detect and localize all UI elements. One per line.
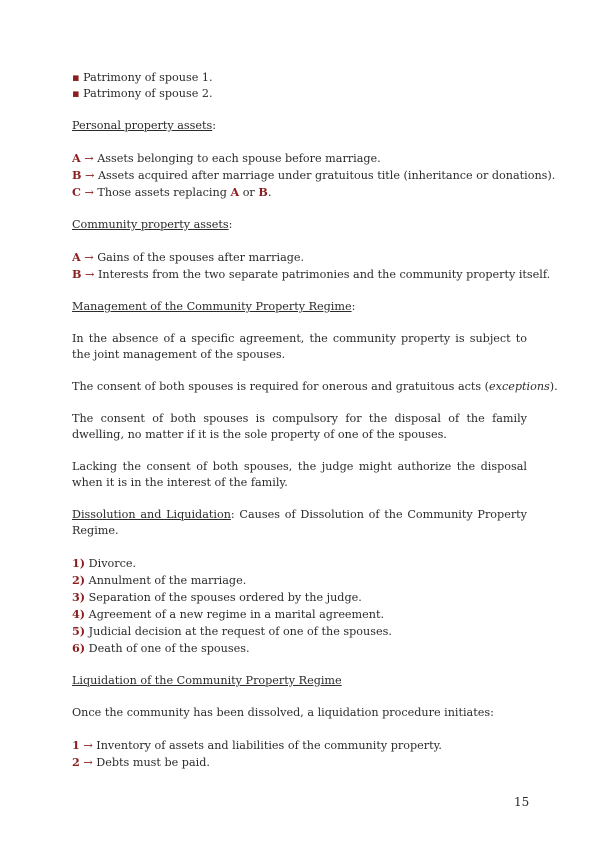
arrow-icon: → — [83, 756, 93, 769]
section-heading-management: Management of the Community Property Regime: — [72, 300, 356, 313]
list-item: B → Interests from the two separate patrimonies and the community property itself. — [72, 267, 551, 281]
paragraph: Once the community has been dissolved, a liquidation procedure initiates: — [72, 706, 494, 719]
document-body — [72, 70, 558, 771]
section-heading-personal: Personal property assets: — [72, 119, 217, 132]
list-item: 5) Judicial decision at the request of one of the spouses. — [72, 624, 392, 638]
section-heading-liquidation: Liquidation of the Community Property Regime — [72, 674, 342, 687]
section-heading-community: Community property assets: — [72, 218, 233, 231]
list-item: 4) Agreement of a new regime in a marital agreement. — [72, 607, 385, 621]
list-item: 3) Separation of the spouses ordered by the judge. — [72, 590, 362, 604]
list-item: 2) Annulment of the marriage. — [72, 573, 247, 587]
arrow-icon: → — [85, 268, 95, 281]
arrow-icon: → — [84, 186, 94, 199]
list-item: 1 → Inventory of assets and liabilities of the community property. — [72, 738, 442, 752]
bullet-item: ▪ Patrimony of spouse 1. — [72, 71, 213, 84]
list-item: C → Those assets replacing A or B. — [72, 185, 272, 199]
arrow-icon: → — [85, 169, 95, 182]
list-item: A → Assets belonging to each spouse before marriage. — [72, 151, 381, 165]
list-item: B → Assets acquired after marriage under gratuitous title (inheritance or donations). — [72, 168, 556, 182]
paragraph: Lacking the consent of both spouses, the judge might authorize the disposal when it is in the interest of the family. — [72, 460, 527, 489]
arrow-icon: → — [84, 152, 94, 165]
page-number: 15 — [514, 795, 530, 809]
bullet-item: ▪ Patrimony of spouse 2. — [72, 87, 213, 100]
arrow-icon: → — [84, 251, 94, 264]
list-item: 6) Death of one of the spouses. — [72, 641, 250, 655]
bullet-icon: ▪ — [72, 87, 80, 100]
paragraph: In the absence of a specific agreement, the community property is subject to the joint management of the spouses. — [72, 332, 527, 361]
paragraph: The consent of both spouses is required for onerous and gratuitous acts (exceptions). — [72, 380, 558, 393]
list-item: 2 → Debts must be paid. — [72, 755, 210, 769]
list-item: A → Gains of the spouses after marriage. — [72, 250, 305, 264]
bullet-icon: ▪ — [72, 71, 80, 84]
list-item: 1) Divorce. — [72, 556, 137, 570]
section-heading-dissolution: Dissolution and Liquidation: Causes of Dissolution of the Community Property Regime. — [72, 508, 527, 537]
paragraph: The consent of both spouses is compulsory for the disposal of the family dwelling, no matter if it is the sole property of one of the spouses. — [72, 412, 527, 441]
arrow-icon: → — [83, 739, 93, 752]
